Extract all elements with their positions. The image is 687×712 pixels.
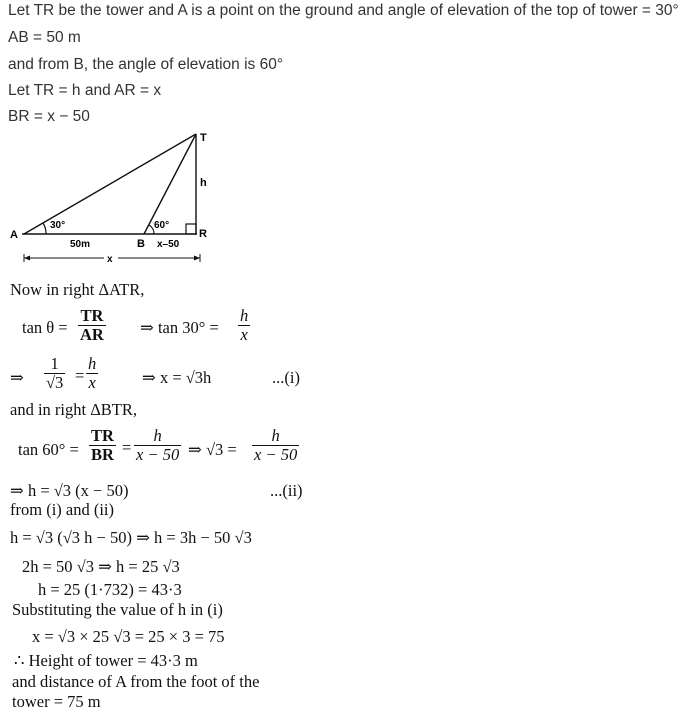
x-equals-sqrt3h: ⇒ x = √3h — [142, 368, 212, 387]
step-1: h = √3 (√3 h − 50) ⇒ h = 3h − 50 √3 — [10, 528, 252, 547]
step-2: 2h = 50 √3 ⇒ h = 25 √3 — [22, 557, 180, 576]
step-3: h = 25 (1·732) = 43·3 — [38, 580, 182, 599]
segment-BR-label: x–50 — [157, 239, 180, 250]
label-h: h — [200, 177, 207, 189]
angle-arc-A — [43, 223, 46, 234]
implies-1: ⇒ — [10, 368, 24, 387]
denominator-sqrt3: √3 — [46, 373, 64, 392]
intro-line-4: Let TR = h and AR = x — [8, 82, 162, 99]
fraction-h-xminus50: $\frac{h}{x - 50}$ — [136, 426, 180, 464]
tan-theta: tan θ = — [22, 318, 68, 337]
denominator-x: x — [240, 325, 248, 344]
segment-x-label: x — [107, 254, 113, 265]
angle-B-label: 60° — [154, 220, 170, 231]
tan60: tan 60° = — [18, 440, 79, 459]
intro-line-1: Let TR be the tower and A is a point on the ground and angle of elevation of the top of tower = 30° — [8, 2, 679, 19]
angle-A-label: 30° — [50, 220, 66, 231]
label-R: R — [199, 228, 207, 240]
implies-tan30: ⇒ tan 30° = — [140, 318, 219, 337]
equation-tag-i: ...(i) — [272, 368, 300, 387]
conclusion-1: ∴ Height of tower = 43·3 m — [14, 651, 198, 670]
numerator-1: 1 — [44, 355, 65, 374]
denominator-ar: AR — [80, 325, 104, 344]
conclusion-3: tower = 75 m — [12, 692, 101, 711]
substituting-line: Substituting the value of h in (i) — [12, 600, 223, 619]
right-angle-mark — [186, 224, 196, 234]
segment-AB-label: 50m — [70, 239, 91, 250]
fraction-h-x-2: $\frac{h}{x}$ — [88, 354, 97, 392]
implies-sqrt3: ⇒ √3 = — [188, 440, 237, 459]
equals-2: = — [122, 438, 132, 457]
fraction-1-sqrt3 — [44, 355, 65, 392]
equals-1: = — [75, 366, 85, 385]
equation-ii: ⇒ h = √3 (x − 50) — [10, 481, 129, 500]
intro-line-5: BR = x − 50 — [8, 108, 90, 125]
denominator-x-minus-50: x − 50 — [136, 445, 180, 464]
atr-heading: Now in right ΔATR, — [10, 280, 145, 299]
btr-heading: and in right ΔBTR, — [10, 400, 138, 419]
step-4: x = √3 × 25 √3 = 25 × 3 = 75 — [32, 627, 225, 646]
numerator-h: h — [240, 306, 249, 325]
fraction-h-x — [238, 307, 250, 344]
fraction-tr-ar — [78, 307, 106, 344]
equation-tag-ii: ...(ii) — [270, 481, 303, 500]
conclusion-2: and distance of A from the foot of the — [12, 672, 260, 691]
numerator-tr: TR — [78, 307, 106, 326]
tower-diagram — [0, 128, 240, 266]
denominator-br: BR — [91, 445, 114, 464]
label-T: T — [200, 132, 207, 144]
fraction-h-xminus50-2: $\frac{h}{x - 50}$ — [254, 426, 298, 464]
fraction-tr-br: $\frac{TR}{BR}$ — [91, 426, 114, 464]
from-i-and-ii: from (i) and (ii) — [10, 500, 115, 519]
label-A: A — [10, 229, 18, 241]
label-B: B — [137, 238, 145, 250]
intro-line-3: and from B, the angle of elevation is 60° — [8, 56, 284, 73]
intro-line-2: AB = 50 m — [8, 29, 81, 46]
